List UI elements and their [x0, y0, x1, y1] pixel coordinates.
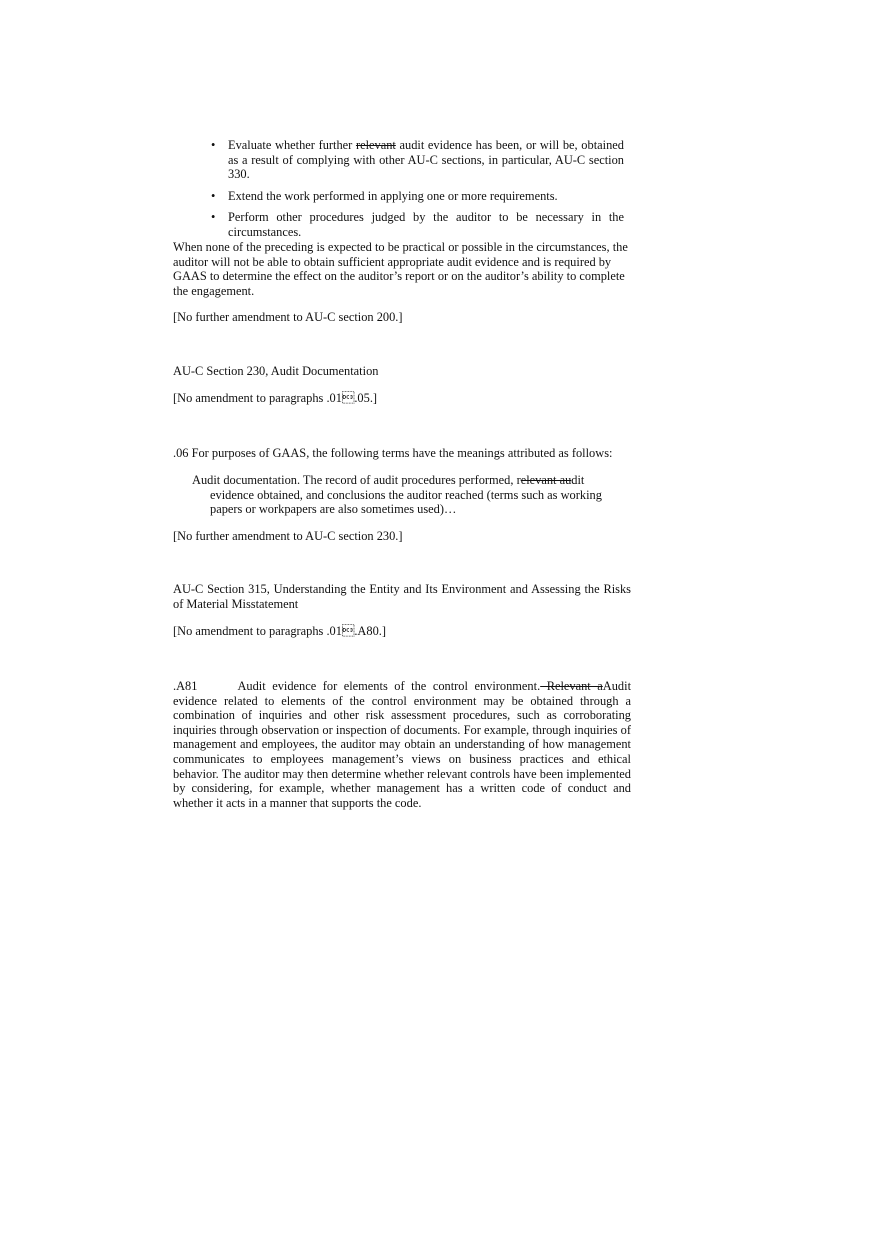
bullet-text: Perform other procedures judged by the auditor to be necessary in the circumstances. — [228, 210, 624, 239]
bullet-item — [211, 188, 624, 204]
bullet-text: Extend the work performed in applying one or more requirements. — [228, 188, 558, 203]
definition-text: dit evidence obtained, and conclusions the auditor reached (terms such as working papers or workpapers are also sometimes used)… — [210, 473, 602, 517]
section-heading-230: AU-C Section 230, Audit Documentation — [173, 364, 379, 378]
paragraph-none-practical: When none of the preceding is expected to be practical or possible in the circumstances, the auditor will not be able to obtain sufficient appropriate audit evidence and is required by GAAS to determine the effect on the auditor’s report or on the auditor’s ability to complete the engagement. — [173, 240, 628, 298]
struck-text: elevant au — [520, 473, 572, 487]
bullet-item — [211, 210, 624, 239]
note-no-amendment-315: [No amendment to paragraphs .01.A80.] — [173, 624, 386, 638]
bullet-list — [211, 138, 624, 247]
section-heading-315: AU-C Section 315, Understanding the Entity and Its Environment and Assessing the Risks of Material Misstatement — [173, 582, 631, 611]
bullet-item — [211, 138, 624, 182]
paragraph-label: .A81 — [173, 679, 198, 693]
struck-text: relevant — [355, 138, 396, 152]
definition-audit-documentation — [192, 473, 628, 517]
note-no-further-amendment-230: [No further amendment to AU-C section 230.] — [173, 529, 403, 543]
paragraph-lead: Audit evidence for elements of the control environment. — [237, 679, 541, 693]
paragraph-a81 — [173, 679, 631, 810]
bullet-text: audit evidence has been, or will be, obtained as a result of complying with other AU-C sections, in particular, AU-C section 330. — [228, 138, 624, 182]
note-no-amendment-230: [No amendment to paragraphs .01.05.] — [173, 391, 378, 405]
bullet-glyph: • — [211, 138, 216, 152]
bullet-text: Evaluate whether further — [228, 138, 356, 152]
bullet-glyph: • — [211, 210, 216, 225]
bullet-glyph: • — [211, 188, 216, 203]
definition-text: Audit documentation. The record of audit procedures performed, r — [192, 473, 521, 487]
struck-text: Relevant a — [540, 679, 603, 693]
note-no-further-amendment-200: [No further amendment to AU-C section 200.] — [173, 310, 403, 324]
paragraph-body: Audit evidence related to elements of the control environment may be obtained through a combination of inquiries and other risk assessment procedures, such as corroborating inquiries through observation or inspection of documents. For example, through inquiries of management and employees, the auditor may obtain an understanding of how management communicates to employees management’s views on business practices and ethical behavior. The auditor may then determine whether relevant controls have been implemented by considering, for example, whether management has a written code of conduct and whether it acts in a manner that supports the code. — [173, 679, 632, 810]
paragraph-06-definitions: .06 For purposes of GAAS, the following terms have the meanings attributed as follows: — [173, 446, 613, 460]
